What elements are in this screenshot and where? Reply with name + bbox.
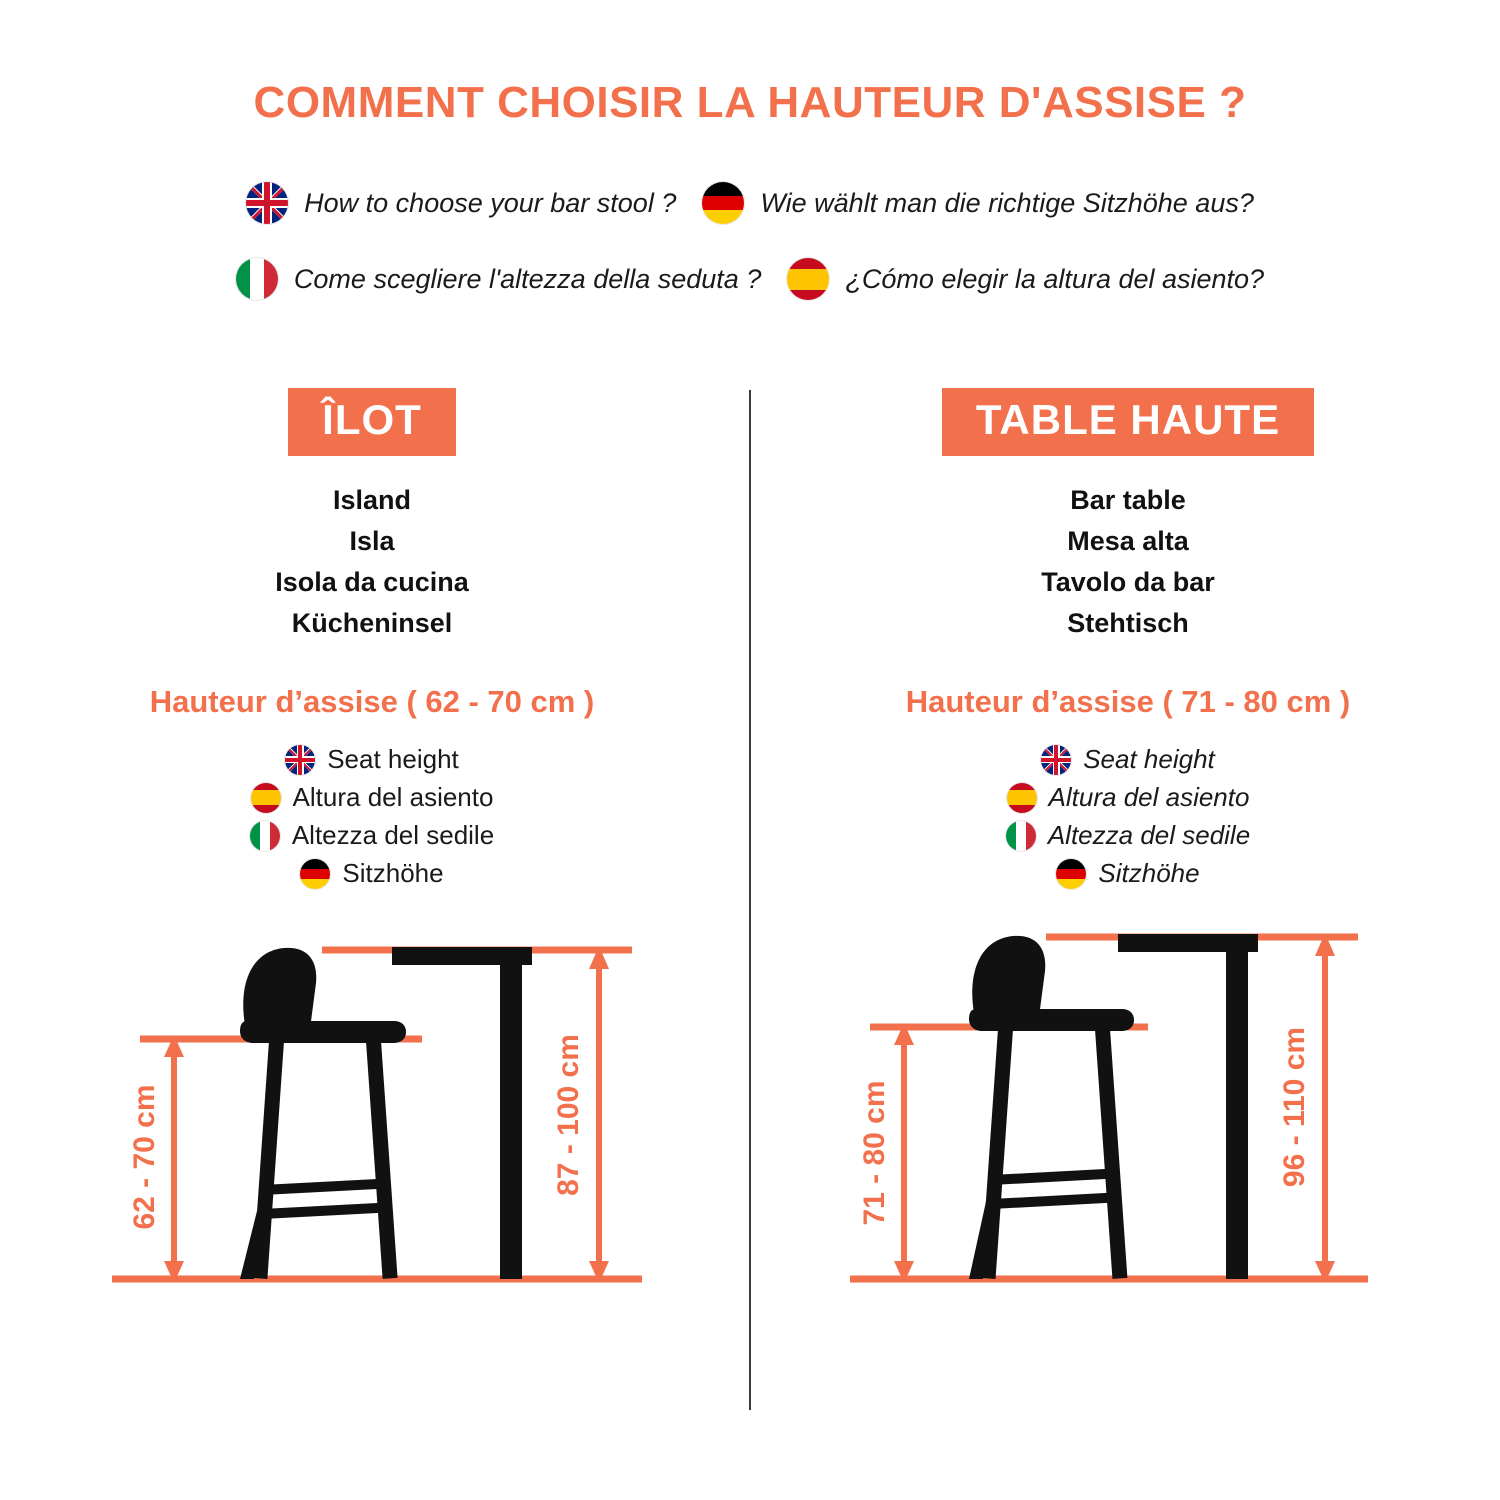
seat-height-range-table-haute: Hauteur d’assise ( 71 - 80 cm ) (905, 684, 1351, 720)
uk-flag-icon (285, 745, 315, 775)
diagram-table-haute (778, 917, 1478, 1317)
seat-height-terms-table-haute (778, 744, 1478, 889)
translation-item-de (702, 182, 1254, 224)
seat-term-de (300, 858, 443, 889)
translation-row-1 (0, 182, 1500, 224)
synonyms-table-haute (778, 480, 1478, 644)
seat-term-label: Altezza del sedile (1047, 820, 1251, 851)
germany-flag-icon (1056, 859, 1086, 889)
seat-term-de (1056, 858, 1199, 889)
italy-flag-icon (250, 821, 280, 851)
germany-flag-icon (300, 859, 330, 889)
category-badge-ilot: ÎLOT (288, 388, 456, 456)
seat-term-label: Sitzhöhe (342, 858, 444, 889)
translation-item-it (236, 258, 761, 300)
table-dimension-label-table-haute: 96 - 110 cm (1278, 1027, 1311, 1188)
column-ilot (22, 388, 722, 1317)
category-badge-table-haute: TABLE HAUTE (942, 388, 1314, 456)
synonym-line: Kücheninsel (291, 608, 453, 639)
badge-wrap-ilot (22, 388, 722, 456)
seat-term-label: Altura del asiento (292, 782, 494, 813)
seat-term-label: Seat height (1083, 744, 1215, 775)
spain-flag-icon (1007, 783, 1037, 813)
synonym-line: Tavolo da bar (1041, 567, 1215, 598)
seat-term-es (1007, 782, 1250, 813)
seat-dimension-label-ilot: 62 - 70 cm (128, 1084, 161, 1230)
translation-text-en: How to choose your bar stool ? (304, 187, 677, 218)
seat-term-label: Altura del asiento (1048, 782, 1250, 813)
page-title: COMMENT CHOISIR LA HAUTEUR D'ASSISE ? (253, 78, 1247, 127)
seat-term-it (250, 820, 494, 851)
translation-item-es (787, 258, 1264, 300)
synonyms-ilot (22, 480, 722, 644)
seat-term-label: Seat height (327, 744, 459, 775)
italy-flag-icon (236, 258, 278, 300)
spain-flag-icon (787, 258, 829, 300)
italy-flag-icon (1006, 821, 1036, 851)
seat-term-it (1006, 820, 1250, 851)
synonym-line: Isola da cucina (275, 567, 469, 598)
germany-flag-icon (702, 182, 744, 224)
seat-term-label: Sitzhöhe (1098, 858, 1200, 889)
seat-dimension-label-table-haute: 71 - 80 cm (858, 1080, 891, 1226)
column-divider (749, 390, 751, 1410)
synonym-line: Mesa alta (1067, 526, 1189, 557)
translation-text-it: Come scegliere l'altezza della seduta ? (293, 263, 762, 294)
table-dimension-label-ilot: 87 - 100 cm (552, 1034, 585, 1197)
synonym-line: Island (332, 485, 412, 516)
seat-term-label: Altezza del sedile (291, 820, 495, 851)
translation-item-en (246, 182, 676, 224)
seat-term-es (251, 782, 494, 813)
synonym-line: Stehtisch (1067, 608, 1189, 639)
translation-text-es: ¿Cómo elegir la altura del asiento? (845, 263, 1265, 294)
uk-flag-icon (1041, 745, 1071, 775)
seat-height-terms-ilot (22, 744, 722, 889)
uk-flag-icon (246, 182, 288, 224)
diagram-ilot (22, 917, 722, 1317)
badge-wrap-table-haute (778, 388, 1478, 456)
translation-text-de: Wie wählt man die richtige Sitzhöhe aus? (760, 187, 1254, 218)
seat-term-en (1041, 744, 1215, 775)
spain-flag-icon (251, 783, 281, 813)
seat-height-range-ilot: Hauteur d’assise ( 62 - 70 cm ) (149, 684, 595, 720)
synonym-line: Bar table (1070, 485, 1186, 516)
translation-row-2 (0, 258, 1500, 300)
synonym-line: Isla (349, 526, 395, 557)
column-table-haute (778, 388, 1478, 1317)
seat-term-en (285, 744, 459, 775)
